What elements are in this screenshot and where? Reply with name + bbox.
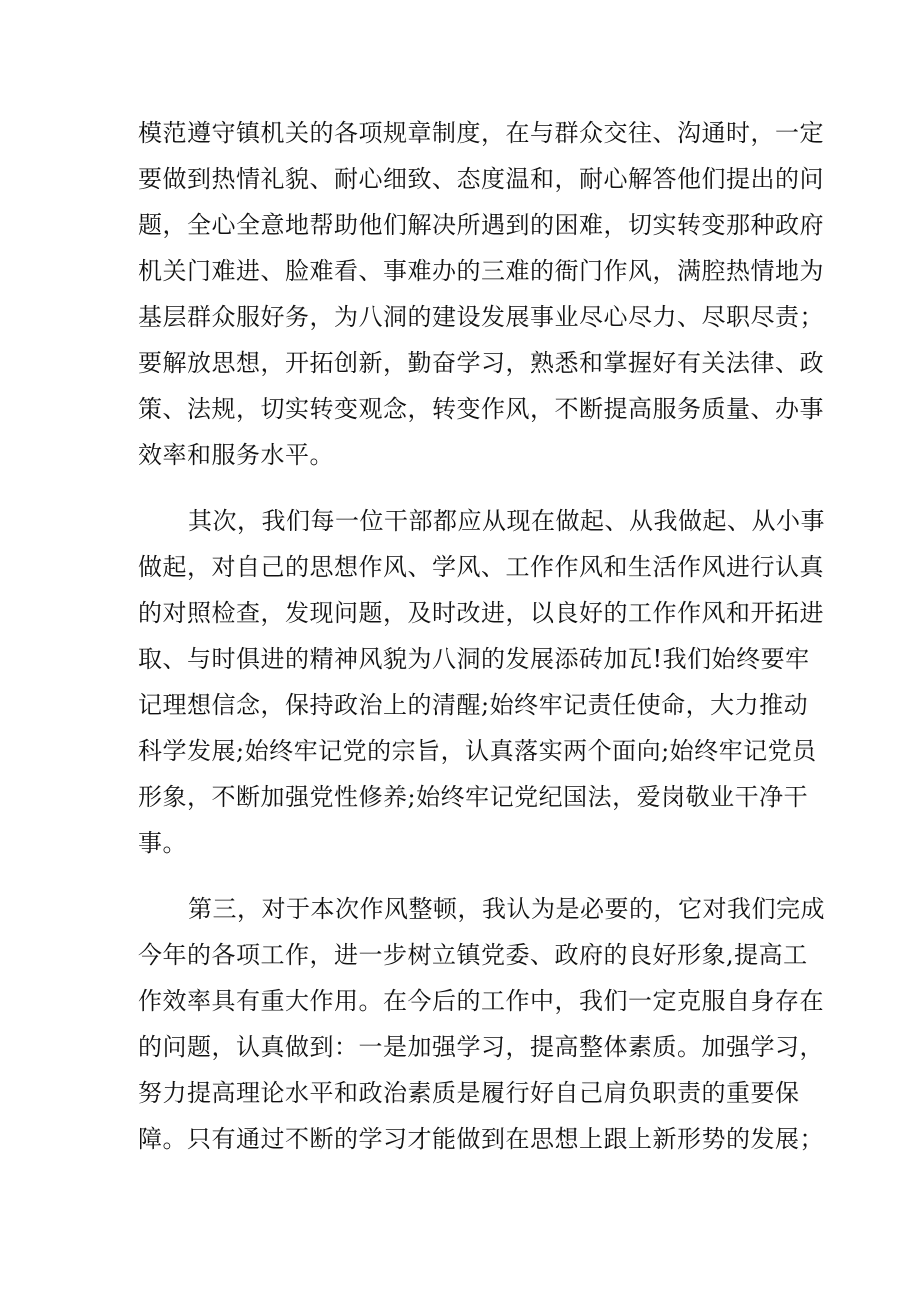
- paragraph-thirdly: [138, 886, 825, 1162]
- text-line: 形象，不断加强党性修养;始终牢记党纪国法，爱岗敬业干净干: [138, 783, 809, 811]
- text-line: 第三，对于本次作风整顿，我认为是必要的，它对我们完成: [188, 895, 825, 923]
- text-line: 取、与时俱进的精神风貌为八洞的发展添砖加瓦!我们始终要牢: [138, 645, 810, 673]
- text-line: 科学发展;始终牢记党的宗旨，认真落实两个面向;始终牢记党员: [138, 737, 817, 765]
- text-line: 作效率具有重大作用。在今后的工作中，我们一定克服自身存在: [138, 987, 824, 1015]
- text-line: 努力提高理论水平和政治素质是履行好自己肩负职责的重要保: [138, 1079, 800, 1107]
- text-line: 的对照检查，发现问题，及时改进，以良好的工作作风和开拓进: [138, 599, 824, 627]
- text-line: 基层群众服好务，为八洞的建设发展事业尽心尽力、尽职尽责；: [138, 303, 824, 331]
- text-line: 事。: [138, 829, 187, 857]
- text-line: 要做到热情礼貌、耐心细致、态度温和，耐心解答他们提出的问: [138, 165, 824, 193]
- text-line: 策、法规，切实转变观念，转变作风，不断提高服务质量、办事: [138, 395, 824, 423]
- text-line: 机关门难进、脸难看、事难办的三难的衙门作风，满腔热情地为: [138, 257, 824, 285]
- text-line: 做起，对自己的思想作风、学风、工作作风和生活作风进行认真: [138, 553, 824, 581]
- text-line: 记理想信念，保持政治上的清醒;始终牢记责任使命，大力推动: [138, 691, 809, 719]
- text-line: 其次，我们每一位干部都应从现在做起、从我做起、从小事: [188, 507, 825, 535]
- text-line: 今年的各项工作，进一步树立镇党委、政府的良好形象,提高工: [138, 941, 808, 969]
- text-line: 要解放思想，开拓创新，勤奋学习，熟悉和掌握好有关法律、政: [138, 349, 824, 377]
- text-line: 效率和服务水平。: [138, 441, 334, 469]
- paragraph-secondly: [138, 498, 825, 866]
- text-line: 题，全心全意地帮助他们解决所遇到的困难，切实转变那种政府: [138, 211, 824, 239]
- text-line: 障。只有通过不断的学习才能做到在思想上跟上新形势的发展；: [138, 1125, 824, 1153]
- text-line: 的问题，认真做到：一是加强学习，提高整体素质。加强学习，: [138, 1033, 824, 1061]
- paragraph-rules-compliance: [138, 110, 824, 478]
- text-line: 模范遵守镇机关的各项规章制度，在与群众交往、沟通时，一定: [138, 119, 824, 147]
